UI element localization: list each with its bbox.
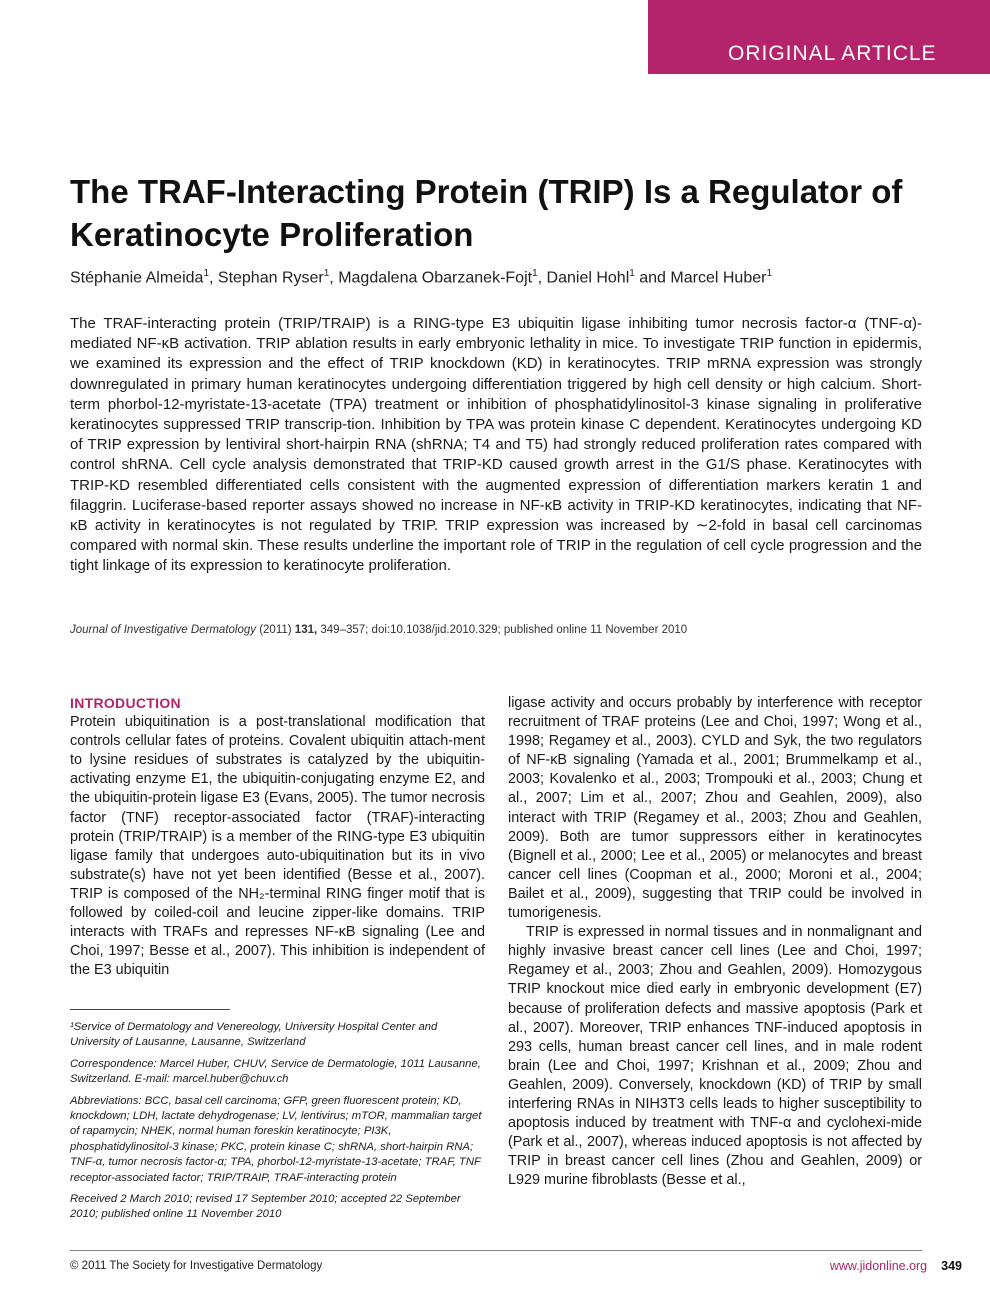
author-name: Stéphanie Almeida — [70, 269, 204, 287]
author-affiliation-marker: 1 — [532, 268, 538, 279]
author-separator: , — [329, 269, 339, 287]
author-name: Marcel Huber — [670, 269, 767, 287]
citation-journal: Journal of Investigative Dermatology — [70, 624, 257, 636]
page-number: 349 — [941, 1259, 962, 1273]
author-affiliation-marker: 1 — [629, 268, 635, 279]
author-name: Magdalena Obarzanek-Fojt — [338, 269, 533, 287]
intro-paragraph-1: Protein ubiquitination is a post-translational modification that controls cellular fates of proteins. Covalent ubiquitin attach-ment to lysine residues of substrates is catalyzed by the ubiquitin-activating enzyme E1, the ubiquitin-conjugating enzyme E2, and the ubiquitin-protein ligase E3 (Evans, 2005). The tumor necrosis factor (TNF) receptor-associated factor (TRAF)-interacting protein (TRIP/TRAIP) is a member of the RING-type E3 ubiquitin ligase family that undergoes auto-ubiquitination but its in vivo substrate(s) have not yet been identified (Besse et al., 2007). TRIP is composed of the NH₂-terminal RING finger motif that is followed by coiled-coil and leucine zipper-like domains. TRIP interacts with TRAFs and represses NF-κB signaling (Lee and Choi, 1997; Besse et al., 2007). This inhibition is independent of the E3 ubiquitin — [70, 714, 485, 979]
copyright: © 2011 The Society for Investigative Dermatology — [70, 1260, 323, 1272]
author-name: Daniel Hohl — [546, 269, 630, 287]
journal-url-link[interactable]: www.jidonline.org — [829, 1259, 928, 1273]
citation-volume: 131, — [294, 624, 318, 636]
footer-right — [830, 1259, 962, 1273]
intro-paragraph-1-continued: ligase activity and occurs probably by interference with receptor recruitment of TRAF proteins (Lee and Choi, 1997; Wong et al., 1998; Regamey et al., 2003). CYLD and Syk, the two regulators of NF-κB signaling (Yamada et al., 2001; Brummelkamp et al., 2003; Kovalenko et al., 2003; Trompouki et al., 2003; Chung et al., 2007; Lim et al., 2007; Zhou and Geahlen, 2009), also interact with TRIP (Regamey et al., 2003; Zhou and Geahlen, 2009). Both are tumor suppressors either in keratinocytes (Bignell et al., 2000; Lee et al., 2005) or melanocytes and breast cancer cell lines (Coopman et al., 2000; Moroni et al., 2004; Bailet et al., 2009), suggesting that TRIP could be involved in tumorigenesis. — [508, 695, 922, 922]
author-separator: , — [537, 269, 547, 287]
right-column — [508, 694, 922, 1190]
abstract: The TRAF-interacting protein (TRIP/TRAIP) is a RING-type E3 ubiquitin ligase inhibiting tumor necrosis factor-α (TNF-α)-mediated NF-κB activation. TRIP ablation results in early embryonic lethality in mice. To investigate TRIP function in epidermis, we examined its expression and the effect of TRIP knockdown (KD) in keratinocytes. TRIP mRNA expression was strongly downregulated in primary human keratinocytes undergoing differentiation triggered by high cell density or high calcium. Short-term phorbol-12-myristate-13-acetate (TPA) treatment or inhibition of phosphatidylinositol-3 kinase signaling in proliferative keratinocytes suppressed TRIP transcrip-tion. Inhibition by TPA was protein kinase C dependent. Keratinocytes undergoing KD of TRIP expression by lentiviral short-hairpin RNA (shRNA; T4 and T5) had strongly reduced proliferation rates compared with control shRNA. Cell cycle analysis demonstrated that TRIP-KD caused growth arrest in the G1/S phase. Keratinocytes with TRIP-KD resembled differentiated cells consistent with the augmented expression of differentiation markers keratin 1 and filaggrin. Luciferase-based reporter assays showed no increase in NF-κB activity in TRIP-KD keratinocytes, indicating that NF-κB activity in keratinocytes is not regulated by TRIP. TRIP expression was increased by ∼2-fold in basal cell carcinomas compared with normal skin. These results underline the important role of TRIP in the regulation of cell cycle progression and the tight linkage of its expression to keratinocyte proliferation. — [70, 315, 922, 575]
received-note: Received 2 March 2010; revised 17 September 2010; accepted 22 September 2010; published online 11 November 2010 — [70, 1193, 461, 1221]
citation-line — [70, 622, 930, 638]
author-name: Stephan Ryser — [217, 269, 324, 287]
correspondence-note: Correspondence: Marcel Huber, CHUV, Service de Dermatologie, 1011 Lausanne, Switzerland. E-mail: marcel.huber@chuv.ch — [70, 1057, 481, 1086]
footnotes — [70, 1020, 485, 1229]
author-list — [70, 262, 930, 290]
author-affiliation-marker: 1 — [766, 268, 772, 279]
citation-details: 349–357; doi:10.1038/jid.2010.329; published online 11 November 2010 — [317, 624, 688, 636]
citation-year: (2011) — [256, 624, 295, 636]
section-heading: INTRODUCTION — [70, 695, 181, 711]
footnote-divider — [70, 1009, 230, 1010]
author-separator: , — [209, 269, 218, 287]
article-type-label: ORIGINAL ARTICLE — [728, 42, 937, 65]
left-column — [70, 694, 485, 980]
affiliation-note: ¹Service of Dermatology and Venereology, University Hospital Center and University of Lausanne, Lausanne, Switzerland — [70, 1021, 438, 1049]
article-type-banner — [648, 0, 990, 74]
intro-paragraph-2: TRIP is expressed in normal tissues and in nonmalignant and highly invasive breast cancer cell lines (Lee and Choi, 1997; Regamey et al., 2003; Zhou and Geahlen, 2009). Homozygous TRIP knockout mice died early in embryonic development (E7) because of proliferation defects and massive apoptosis (Park et al., 2007). Moreover, TRIP enhances TNF-induced apoptosis in 293 cells, human breast cancer cell lines, and in male rodent brain (Lee and Choi, 1997; Krishnan et al., 2009; Zhou and Geahlen, 2009). Conversely, knockdown (KD) of TRIP by small interfering RNAs in NIH3T3 cells leads to higher susceptibility to apoptosis induced by treatment with TNF-α and cyclohexi-mide (Park et al., 2007), whereas induced apoptosis is not affected by TRIP in breast cancer cell lines (Zhou and Geahlen, 2009) or L929 murine fibroblasts (Besse et al., — [508, 924, 922, 1189]
author-affiliation-marker: 1 — [203, 268, 209, 279]
abbreviations-note: Abbreviations: BCC, basal cell carcinoma; GFP, green fluorescent protein; KD, knockdown; LDH, lactate dehydrogenase; LV, lentivirus; mTOR, mammalian target of rapamycin; NHEK, normal human foreskin keratinocyte; PI3K, phosphatidylinositol-3 kinase; PKC, protein kinase C; shRNA, short-hairpin RNA; TNF-α, tumor necrosis factor-α; TPA, phorbol-12-myristate-13-acetate; TRAF, TNF receptor-associated factor; TRIP/TRAIP, TRAF-interacting protein — [70, 1094, 482, 1184]
footer-divider — [70, 1250, 922, 1251]
author-affiliation-marker: 1 — [323, 268, 330, 279]
article-title: The TRAF-Interacting Protein (TRIP) Is a Regulator of Keratinocyte Proliferation — [70, 173, 903, 253]
author-separator: and — [634, 269, 671, 287]
